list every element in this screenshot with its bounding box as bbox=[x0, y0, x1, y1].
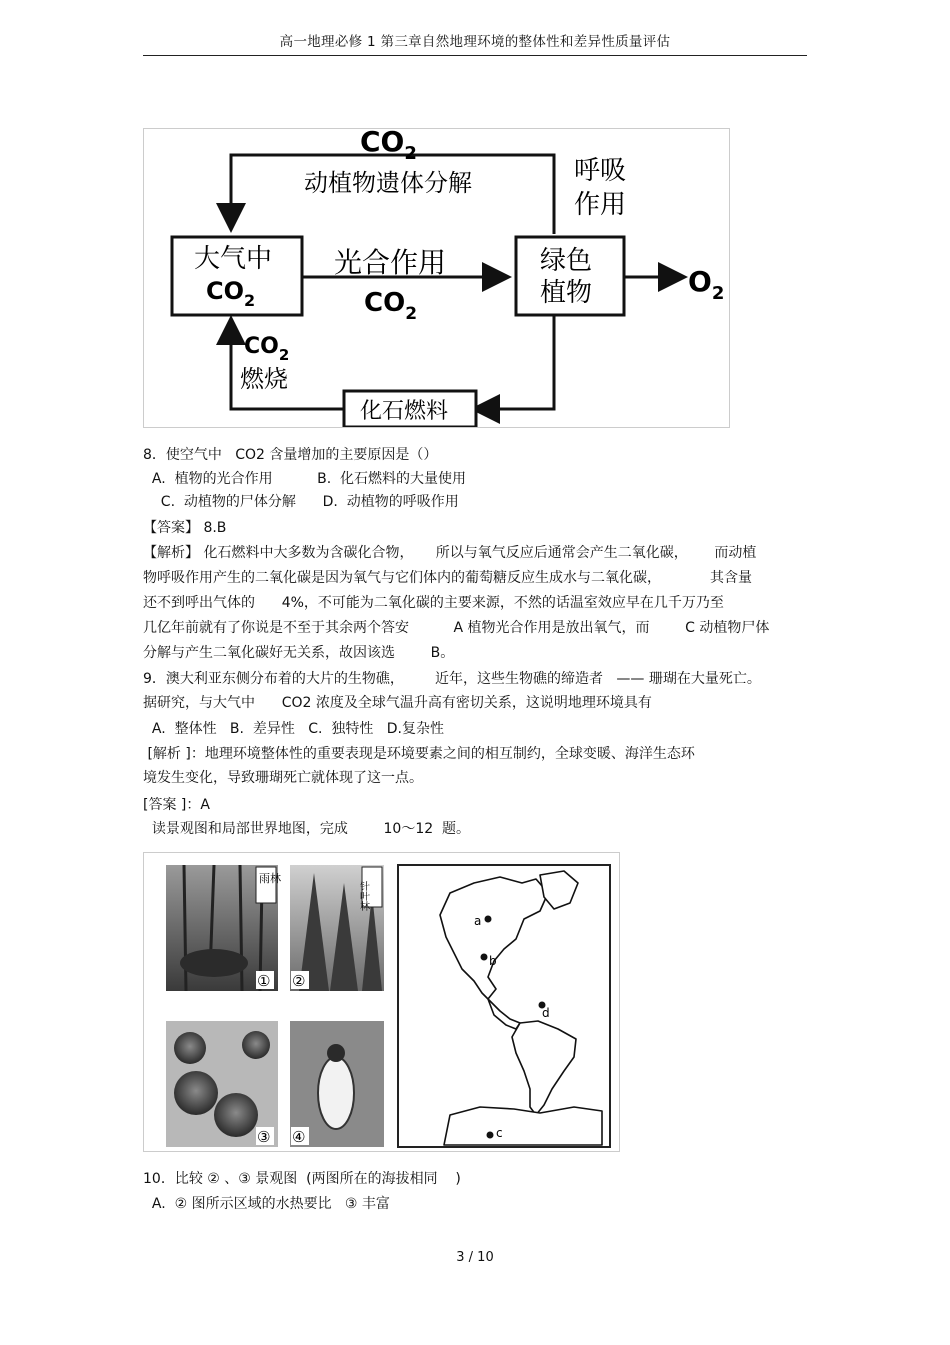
q9-stem-2: 据研究，与大气中 CO2 浓度及全球气温升高有密切关系，这说明地理环境具有 bbox=[143, 695, 652, 711]
q8-stem: 8．使空气中 CO2 含量增加的主要原因是（） bbox=[143, 447, 438, 463]
green-plant-label-2: 植物 bbox=[540, 278, 593, 308]
q9-stem-1: 9．澳大利亚东侧分布着的大片的生物礁， 近年，这些生物礁的缔造者 —— 珊瑚在大量死亡。 bbox=[143, 671, 761, 687]
q9-answer: [答案 ]：A bbox=[143, 797, 210, 813]
fossil-fuel-label: 化石燃料 bbox=[360, 399, 449, 424]
green-plant-label-1: 绿色 bbox=[540, 246, 593, 276]
header-rule bbox=[143, 55, 807, 56]
q10-option-a: A. ② 图所示区域的水热要比 ③ 丰富 bbox=[143, 1196, 390, 1212]
landscape-map-figure bbox=[143, 852, 620, 1152]
page-number: 3 / 10 bbox=[456, 1250, 494, 1265]
q8-analysis-2: 物呼吸作用产生的二氧化碳是因为氧气与它们体内的葡萄糖反应生成水与二氧化碳， 其含量 bbox=[143, 570, 752, 586]
o2-label: $O_2$ bbox=[688, 265, 725, 304]
q9-analysis-2: 境发生变化，导致珊瑚死亡就体现了这一点。 bbox=[143, 770, 423, 786]
q8-answer: 【答案】 8.B bbox=[143, 520, 227, 536]
carbon-cycle-svg bbox=[144, 129, 729, 427]
map-point-b bbox=[481, 954, 488, 961]
q8-analysis-4: 几亿年前就有了你说是不至于其余两个答安 A 植物光合作用是放出氧气，而 C 动植物尸体 bbox=[143, 620, 770, 636]
respiration-label-1: 呼吸 bbox=[574, 156, 627, 186]
q10-12-intro: 读景观图和局部世界地图，完成 10～12 题。 bbox=[143, 821, 471, 837]
q8-analysis-3: 还不到呼出气体的 4%，不可能为二氧化碳的主要来源，不然的话温室效应早在几千万乃至 bbox=[143, 595, 724, 611]
photo-4-number: ④ bbox=[292, 1128, 306, 1146]
q8-analysis-1: 【解析】 化石燃料中大多数为含碳化合物， 所以与氧气反应后通常会产生二氧化碳， 而动植 bbox=[143, 545, 757, 561]
conifer-label: 针叶林 bbox=[357, 881, 369, 911]
photosynthesis-label: 光合作用 bbox=[334, 246, 447, 279]
map-label-a: a bbox=[474, 914, 482, 928]
rainforest-label: 雨林 bbox=[259, 872, 281, 885]
q9-options: A. 整体性 B. 差异性 C. 独特性 D.复杂性 bbox=[143, 721, 444, 737]
q8-analysis-5: 分解与产生二氧化碳好无关系，故因该选 B。 bbox=[143, 645, 455, 661]
atmosphere-label: 大气中 bbox=[194, 244, 273, 274]
q9-analysis-1: [解析 ]：地理环境整体性的重要表现是环境要素之间的相互制约，全球变暖、海洋生态环 bbox=[143, 746, 695, 762]
map-point-c bbox=[487, 1132, 494, 1139]
plants-to-fossil-arrow bbox=[476, 315, 554, 409]
q10-stem: 10．比较 ② 、③ 景观图 (两图所在的海拔相同 ) bbox=[143, 1171, 461, 1187]
map-label-c: c bbox=[496, 1126, 503, 1140]
photo-1-number: ① bbox=[257, 972, 271, 990]
top-co2-label: $CO_2$ bbox=[360, 129, 417, 164]
map-label-d: d bbox=[542, 1006, 550, 1020]
decomposition-label: 动植物遗体分解 bbox=[304, 169, 472, 197]
page-header: 高一地理必修 1 第三章自然地理环境的整体性和差异性质量评估 bbox=[279, 34, 671, 50]
burn-co2-label: $CO_2$ bbox=[244, 334, 290, 364]
landscape-map-svg bbox=[144, 853, 619, 1151]
photo-2-number: ② bbox=[292, 972, 306, 990]
map-label-b: b bbox=[489, 954, 497, 968]
map-point-a bbox=[485, 916, 492, 923]
q8-options-cd: C. 动植物的尸体分解 D. 动植物的呼吸作用 bbox=[143, 494, 459, 510]
q8-options-ab: A. 植物的光合作用 B. 化石燃料的大量使用 bbox=[143, 471, 467, 487]
atmosphere-co2: $CO_2$ bbox=[206, 277, 256, 310]
carbon-cycle-diagram bbox=[143, 128, 730, 428]
burn-label: 燃烧 bbox=[240, 365, 288, 393]
photosynthesis-co2: $CO_2$ bbox=[364, 288, 418, 324]
respiration-label-2: 作用 bbox=[574, 190, 627, 220]
photo-3-number: ③ bbox=[257, 1128, 271, 1146]
